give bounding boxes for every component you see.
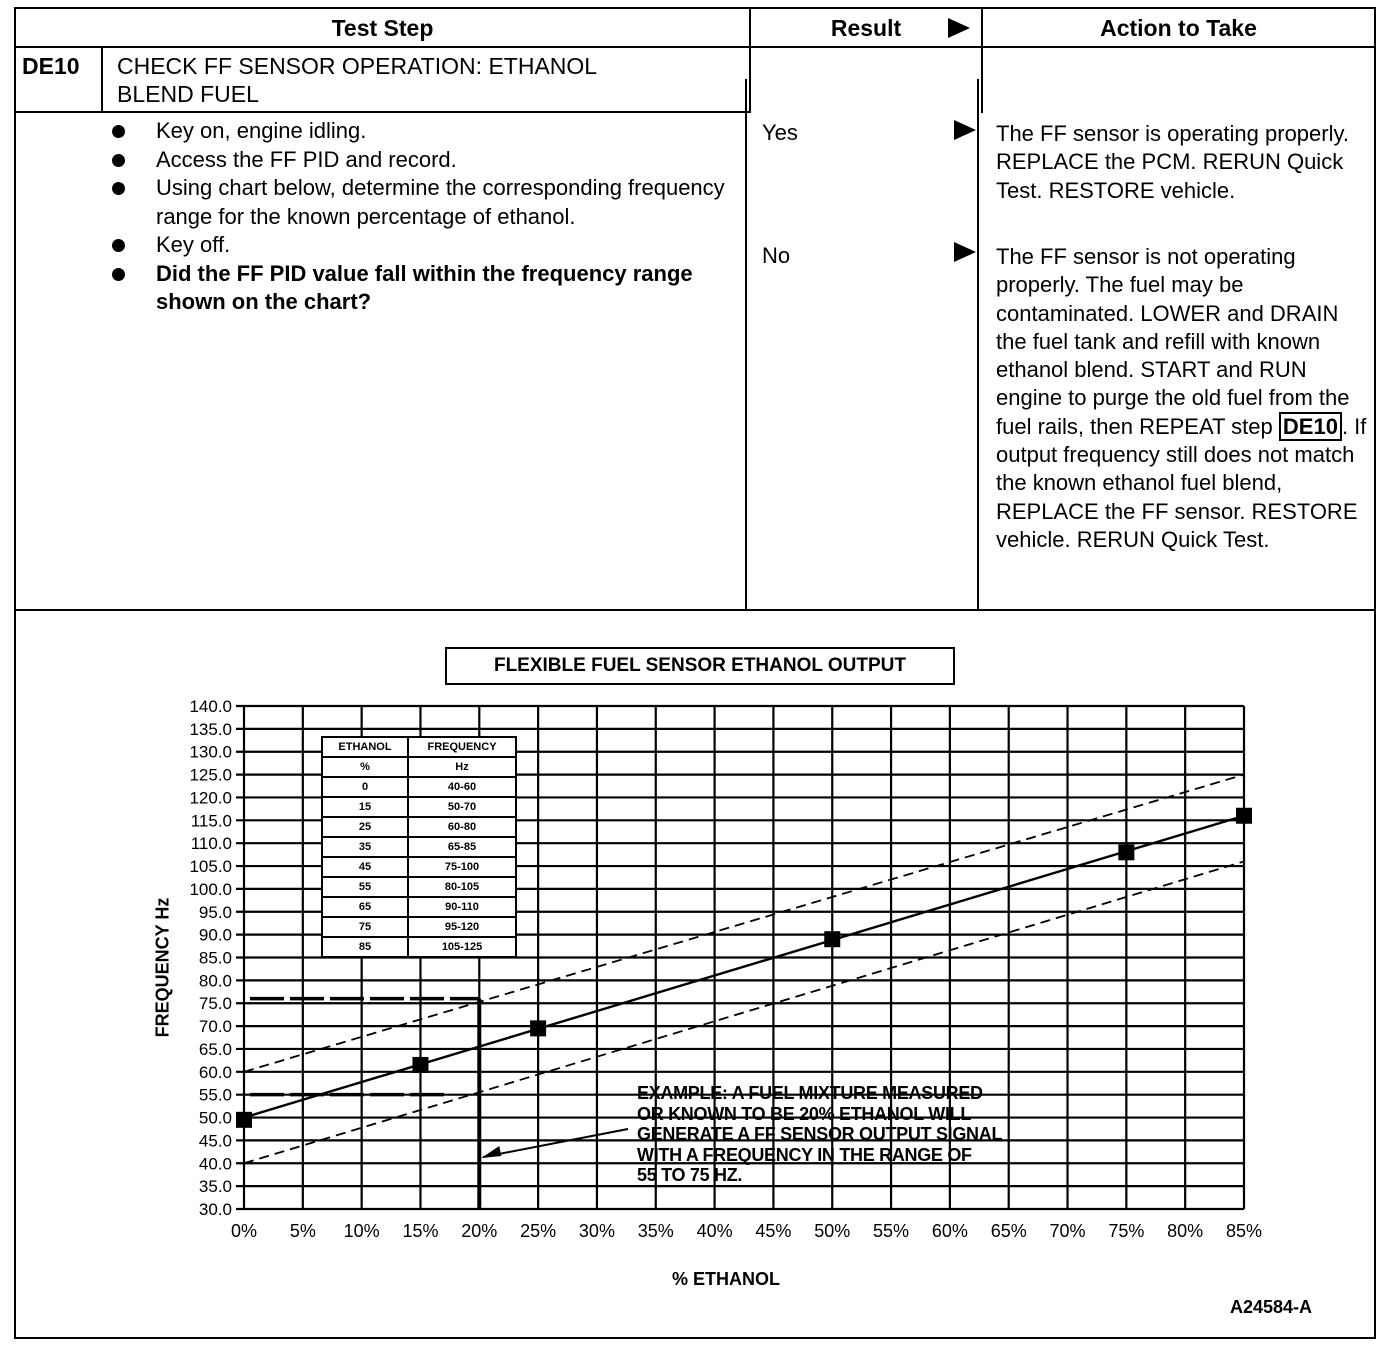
x-tick-label: 60%: [931, 1221, 968, 1241]
table-cell: 45: [322, 857, 408, 877]
arrow-head-icon: [481, 1146, 501, 1158]
x-tick-label: 80%: [1167, 1221, 1204, 1241]
step-title-line: BLEND FUEL: [117, 81, 259, 107]
y-tick-label: 45.0: [198, 1131, 232, 1151]
figure-id: A24584-A: [1230, 1297, 1313, 1317]
y-tick-label: 100.0: [189, 879, 232, 899]
table-cell: 15: [322, 797, 408, 817]
y-tick-label: 75.0: [198, 994, 232, 1014]
table-cell: 75-100: [408, 857, 516, 877]
action-no-text: The FF sensor is not operating properly. The fuel may be contaminated. LOWER and DRAIN the fuel tank and refill with known ethanol blend. START and RUN engine to purge the old fuel from the fuel rails, then REPEAT step: [996, 244, 1350, 439]
y-tick-label: 50.0: [198, 1108, 232, 1128]
table-cell: 50-70: [408, 797, 516, 817]
x-tick-label: 35%: [637, 1221, 674, 1241]
x-tick-label: 55%: [873, 1221, 910, 1241]
y-axis-label: FREQUENCY Hz: [152, 897, 173, 1038]
x-tick-label: 25%: [520, 1221, 557, 1241]
y-tick-label: 40.0: [198, 1154, 232, 1174]
y-tick-label: 105.0: [189, 857, 232, 877]
table-row: [322, 857, 516, 877]
chart-title: FLEXIBLE FUEL SENSOR ETHANOL OUTPUT: [445, 647, 955, 685]
data-point: [236, 1112, 252, 1128]
table-cell: 95-120: [408, 917, 516, 937]
x-tick-label: 40%: [696, 1221, 733, 1241]
instruction-text: Key off.: [156, 232, 231, 257]
note-line: EXAMPLE: A FUEL MIXTURE MEASURED: [637, 1083, 983, 1103]
header-result: Result: [830, 14, 902, 41]
x-tick-label: 75%: [1108, 1221, 1145, 1241]
x-tick-label: 30%: [578, 1221, 615, 1241]
data-point: [1236, 808, 1252, 824]
column-header: ETHANOL: [322, 737, 408, 757]
table-cell: 80-105: [408, 877, 516, 897]
y-tick-label: 90.0: [198, 925, 232, 945]
y-tick-label: 70.0: [198, 1017, 232, 1037]
result-no: No: [762, 243, 791, 268]
instruction-text: Using chart below, determine the corresponding frequency range for the known percentage of ethanol.: [156, 175, 725, 229]
arrow-line: [483, 1129, 628, 1157]
header-test-step: Test Step: [331, 14, 434, 41]
x-tick-label: 5%: [289, 1221, 316, 1241]
action-yes: The FF sensor is operating properly. REPLACE the PCM. RERUN Quick Test. RESTORE vehicle.: [996, 121, 1349, 203]
table-cell: 75: [322, 917, 408, 937]
step-question: Did the FF PID value fall within the frequency range shown on the chart?: [156, 260, 693, 314]
y-tick-label: 95.0: [198, 902, 232, 922]
header-action: Action to Take: [1100, 14, 1257, 41]
table-header-row: [322, 737, 516, 757]
note-line: 55 TO 75 HZ.: [637, 1165, 743, 1185]
y-tick-label: 35.0: [198, 1177, 232, 1197]
y-tick-label: 110.0: [190, 834, 232, 854]
example-note: [637, 1083, 1002, 1186]
y-tick-label: 130.0: [189, 742, 232, 762]
x-tick-label: 70%: [1049, 1221, 1086, 1241]
table-row: [322, 797, 516, 817]
data-point: [824, 931, 840, 947]
x-tick-label: 10%: [343, 1221, 380, 1241]
y-tick-label: 80.0: [198, 971, 232, 991]
ethanol-frequency-table: [321, 736, 517, 958]
table-cell: 85: [322, 937, 408, 957]
y-tick-label: 135.0: [189, 719, 232, 739]
y-tick-label: 85.0: [198, 948, 232, 968]
y-tick-label: 115.0: [190, 811, 232, 831]
x-tick-label: 65%: [990, 1221, 1027, 1241]
step-reference-link[interactable]: DE10: [1279, 412, 1342, 441]
note-line: OR KNOWN TO BE 20% ETHANOL WILL: [637, 1103, 972, 1124]
data-point: [412, 1057, 428, 1073]
table-cell: 35: [322, 837, 408, 857]
note-line: GENERATE A FF SENSOR OUTPUT SIGNAL: [637, 1124, 1003, 1144]
y-tick-label: 55.0: [198, 1085, 232, 1105]
x-tick-label: 85%: [1225, 1221, 1263, 1241]
y-tick-label: 125.0: [189, 765, 232, 785]
table-cell: 65-85: [408, 837, 516, 857]
data-point: [530, 1020, 546, 1036]
step-id: DE10: [22, 53, 80, 79]
table-cell: 25: [322, 817, 408, 837]
table-row: [322, 897, 516, 917]
y-tick-label: 60.0: [198, 1062, 232, 1082]
x-axis-label: % ETHANOL: [672, 1269, 780, 1289]
instruction-text: Access the FF PID and record.: [156, 146, 457, 172]
x-tick-label: 15%: [402, 1221, 439, 1241]
column-header: FREQUENCY: [408, 737, 516, 757]
x-tick-label: 20%: [461, 1221, 498, 1241]
y-tick-label: 65.0: [198, 1039, 232, 1059]
table-cell: 40-60: [408, 777, 516, 797]
table-row: [322, 877, 516, 897]
action-no-text: . If output frequency still does not match the known ethanol fuel blend, REPLACE the FF sensor. RESTORE vehicle. RERUN Quick Test.: [996, 413, 1367, 552]
step-title-line: CHECK FF SENSOR OPERATION: ETHANOL: [117, 53, 598, 79]
x-tick-label: 45%: [755, 1221, 792, 1241]
y-tick-label: 30.0: [198, 1200, 232, 1219]
table-cell: 65: [322, 897, 408, 917]
x-tick-label: 0%: [230, 1221, 258, 1241]
table-units-row: [322, 757, 516, 777]
x-tick-label: 50%: [814, 1221, 851, 1241]
table-row: [322, 777, 516, 797]
instruction-text: Key on, engine idling.: [156, 118, 367, 143]
table-row: [322, 917, 516, 937]
test-step-sheet: [14, 7, 1376, 1339]
table-row: [322, 817, 516, 837]
table-row: [322, 937, 516, 957]
data-point: [1118, 844, 1134, 860]
table-cell: %: [322, 757, 408, 777]
table-cell: 55: [322, 877, 408, 897]
result-yes: Yes: [762, 120, 798, 145]
note-line: WITH A FREQUENCY IN THE RANGE OF: [637, 1144, 972, 1165]
y-tick-label: 140.0: [189, 697, 232, 716]
table-cell: 90-110: [408, 897, 516, 917]
y-tick-label: 120.0: [189, 788, 232, 808]
table-cell: 105-125: [408, 937, 516, 957]
table-cell: Hz: [408, 757, 516, 777]
table-cell: 0: [322, 777, 408, 797]
table-cell: 60-80: [408, 817, 516, 837]
table-row: [322, 837, 516, 857]
